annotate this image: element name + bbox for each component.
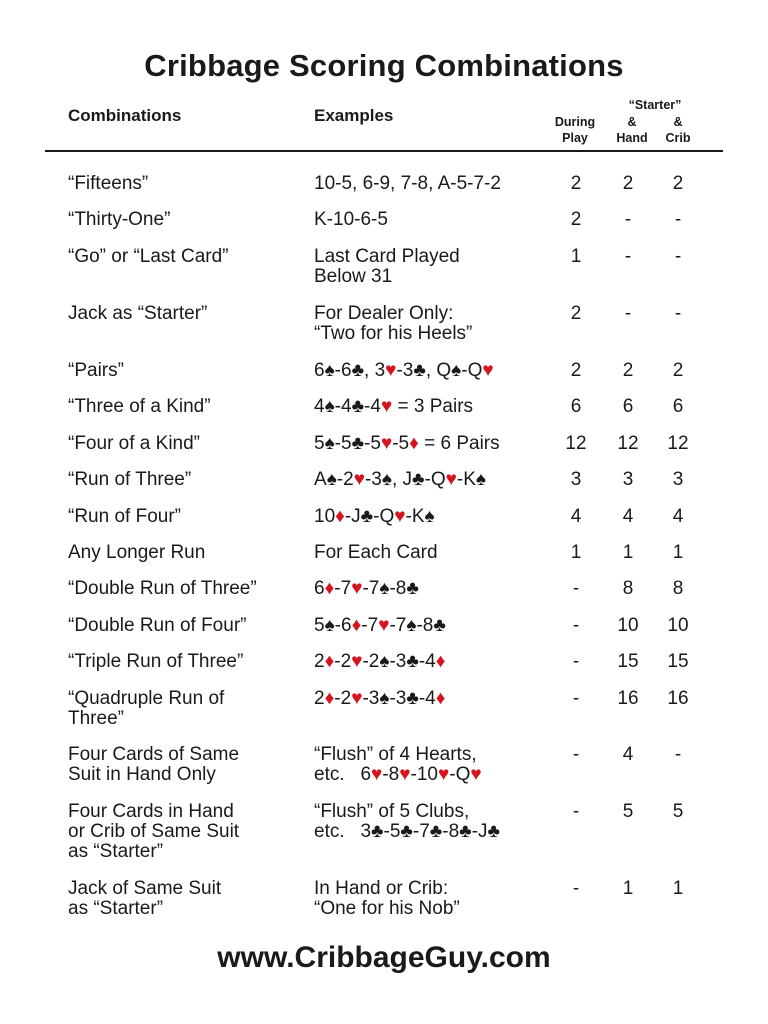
points-during-play: 2 [570, 360, 582, 381]
example-text: “One for his Nob” [314, 898, 460, 919]
suit-icon: ♥ [394, 506, 406, 527]
example-line [314, 652, 550, 672]
example-text: 10-5, 6-9, 7-8, A-5-7-2 [314, 173, 501, 194]
combination-line: “Double Run of Four” [68, 615, 247, 636]
example-text: -7 [334, 578, 352, 599]
header-starter-crib [654, 114, 702, 146]
combination-name [68, 507, 308, 527]
suit-icon: ♦ [335, 506, 345, 527]
example-line [314, 822, 550, 842]
combination-line: Suit in Hand Only [68, 764, 216, 785]
points-hand: 5 [622, 801, 634, 822]
points-hand: 4 [622, 506, 634, 527]
points-during-play: 2 [570, 209, 582, 230]
example-text: etc. 3 [314, 821, 372, 842]
example-text: -4 [418, 688, 436, 709]
header-during: During [554, 115, 596, 129]
example-line [314, 802, 550, 822]
combination-name [68, 361, 308, 381]
example-line [314, 361, 550, 381]
suit-icon: ♥ [380, 396, 393, 417]
points-crib: 2 [672, 173, 684, 194]
suit-icon: ♦ [324, 651, 335, 672]
example [314, 247, 550, 287]
example-text: = 6 Pairs [418, 433, 500, 454]
example-line [314, 579, 550, 599]
combination-line: or Crib of Same Suit [68, 821, 240, 842]
points-crib: 2 [672, 360, 684, 381]
page-title: Cribbage Scoring Combinations [144, 48, 624, 83]
example-line [314, 745, 550, 765]
suit-icon: ♥ [437, 764, 450, 785]
example-text: -7 [362, 578, 380, 599]
example-line [314, 543, 550, 563]
points-during-play: 3 [570, 469, 582, 490]
suit-icon: ♠ [475, 469, 486, 490]
suit-icon: ♦ [409, 433, 419, 454]
combination-name [68, 304, 308, 324]
suit-icon: ♣ [413, 360, 426, 381]
example [314, 543, 550, 563]
points-during-play: - [572, 615, 580, 636]
combination-name [68, 397, 308, 417]
example-text: 6 [314, 360, 325, 381]
example-text: -3 [364, 469, 382, 490]
combination-name [68, 174, 308, 194]
suit-icon: ♣ [351, 360, 365, 381]
points-during-play: 1 [570, 542, 582, 563]
points-hand: 10 [617, 615, 639, 636]
example-text: -3 [362, 688, 380, 709]
points-during-play: 12 [565, 433, 587, 454]
combination-line: Three” [68, 708, 124, 729]
points-during-play: - [572, 878, 580, 899]
suit-icon: ♠ [324, 433, 335, 454]
example-text: -4 [364, 396, 381, 417]
example-line [314, 470, 550, 490]
combination-name [68, 802, 308, 862]
example [314, 652, 550, 672]
points-crib: 5 [672, 801, 684, 822]
example [314, 689, 550, 709]
example-text: 10 [314, 506, 336, 527]
example-text: Below 31 [314, 266, 393, 287]
example-text: -10 [410, 764, 438, 785]
example-text: For Each Card [314, 542, 438, 563]
example-text: -5 [392, 433, 410, 454]
example-text: “Two for his Heels” [314, 323, 473, 344]
suit-icon: ♥ [351, 651, 363, 672]
combination-line: as “Starter” [68, 898, 164, 919]
example-line [314, 304, 550, 324]
suit-icon: ♣ [487, 821, 500, 842]
example-line [314, 247, 550, 267]
header-combinations: Combinations [68, 106, 182, 125]
points-crib: 12 [667, 433, 689, 454]
header-amp-crib: & [673, 115, 683, 129]
suit-icon: ♣ [400, 821, 413, 842]
points-crib: 4 [672, 506, 684, 527]
example-text: 2 [314, 651, 325, 672]
example-text: For Dealer Only: [314, 303, 454, 324]
points-during-play: 2 [570, 303, 582, 324]
example-text: -8 [389, 578, 407, 599]
example-text: -K [456, 469, 476, 490]
points-during-play: - [572, 801, 580, 822]
combination-line: “Thirty-One” [68, 209, 171, 230]
combination-line: as “Starter” [68, 841, 164, 862]
points-crib: - [674, 744, 682, 765]
points-crib: 15 [667, 651, 689, 672]
example-text: -5 [334, 433, 352, 454]
points-hand: - [624, 303, 632, 324]
example-line [314, 174, 550, 194]
suit-icon: ♣ [429, 821, 443, 842]
suit-icon: ♣ [406, 578, 419, 599]
example [314, 879, 550, 919]
example-line [314, 267, 550, 287]
suit-icon: ♠ [379, 651, 390, 672]
example [314, 304, 550, 344]
example-text: 4 [314, 396, 325, 417]
example-text: -2 [334, 688, 352, 709]
example-text: -Q [373, 506, 395, 527]
combination-line: “Double Run of Three” [68, 578, 257, 599]
example-line [314, 324, 550, 344]
example-text: -2 [336, 469, 354, 490]
example-line [314, 899, 550, 919]
combination-name [68, 579, 308, 599]
suit-icon: ♥ [385, 360, 397, 381]
points-during-play: 6 [570, 396, 582, 417]
points-hand: - [624, 246, 632, 267]
points-hand: 15 [617, 651, 639, 672]
header-hand: Hand [616, 131, 648, 145]
example-text: -J [344, 506, 361, 527]
combination-line: “Triple Run of Three” [68, 651, 244, 672]
points-crib: 6 [672, 396, 684, 417]
suit-icon: ♠ [326, 469, 337, 490]
points-hand: 12 [617, 433, 639, 454]
suit-icon: ♣ [406, 688, 419, 709]
suit-icon: ♣ [351, 396, 365, 417]
header-divider [45, 150, 723, 152]
suit-icon: ♣ [433, 615, 446, 636]
suit-icon: ♣ [351, 433, 365, 454]
header-starter-hand [605, 114, 659, 146]
points-hand: 2 [622, 360, 634, 381]
example-text: -5 [364, 433, 381, 454]
combination-name [68, 210, 308, 230]
combination-name [68, 470, 308, 490]
suit-icon: ♥ [371, 764, 383, 785]
example-text: , J [391, 469, 413, 490]
suit-icon: ♥ [482, 360, 494, 381]
points-crib: - [674, 209, 682, 230]
combination-name [68, 616, 308, 636]
suit-icon: ♥ [399, 764, 411, 785]
example [314, 802, 550, 842]
combination-line: “Four of a Kind” [68, 433, 200, 454]
suit-icon: ♦ [351, 615, 362, 636]
suit-icon: ♥ [445, 469, 457, 490]
points-hand: 16 [617, 688, 639, 709]
combination-line: “Fifteens” [68, 173, 149, 194]
example-line [314, 507, 550, 527]
points-hand: 4 [622, 744, 634, 765]
header-play: Play [562, 131, 588, 145]
combination-name [68, 434, 308, 454]
example-text: -3 [396, 360, 414, 381]
example-text: K-10-6-5 [314, 209, 388, 230]
suit-icon: ♥ [351, 578, 363, 599]
example-text: , 3 [364, 360, 386, 381]
combination-line: Any Longer Run [68, 542, 206, 563]
points-crib: 1 [672, 542, 684, 563]
combination-name [68, 652, 308, 672]
example-line [314, 765, 550, 785]
combination-line: “Go” or “Last Card” [68, 246, 229, 267]
points-during-play: 1 [570, 246, 582, 267]
points-hand: - [624, 209, 632, 230]
suit-icon: ♣ [459, 821, 472, 842]
example-text: -4 [418, 651, 436, 672]
points-hand: 3 [622, 469, 634, 490]
example-text: 6 [314, 578, 325, 599]
header-examples: Examples [314, 106, 394, 125]
points-hand: 6 [622, 396, 634, 417]
suit-icon: ♠ [379, 578, 390, 599]
example-text: -Q [424, 469, 446, 490]
example [314, 397, 550, 417]
example [314, 210, 550, 230]
example-line [314, 210, 550, 230]
suit-icon: ♦ [435, 688, 446, 709]
example-text: -5 [383, 821, 401, 842]
points-during-play: 2 [570, 173, 582, 194]
suit-icon: ♥ [380, 433, 393, 454]
example-text: -8 [416, 615, 434, 636]
combination-line: Four Cards in Hand [68, 801, 234, 822]
example-text: -2 [334, 651, 352, 672]
example [314, 361, 550, 381]
header-crib: Crib [665, 131, 691, 145]
suit-icon: ♠ [381, 469, 392, 490]
example [314, 507, 550, 527]
example-text: In Hand or Crib: [314, 878, 449, 899]
example-text: -3 [389, 688, 407, 709]
combination-line: “Run of Three” [68, 469, 192, 490]
points-during-play: - [572, 651, 580, 672]
points-crib: 1 [672, 878, 684, 899]
suit-icon: ♥ [353, 469, 365, 490]
example-text: “Flush” of 5 Clubs, [314, 801, 470, 822]
example-text: -7 [412, 821, 430, 842]
example-text: 2 [314, 688, 325, 709]
example-text: 5 [314, 615, 325, 636]
suit-icon: ♦ [324, 578, 335, 599]
suit-icon: ♠ [406, 615, 417, 636]
combination-name [68, 689, 308, 729]
example-text: -K [405, 506, 425, 527]
example-line [314, 616, 550, 636]
suit-icon: ♠ [324, 615, 335, 636]
example-text: -4 [334, 396, 352, 417]
header-starter: “Starter” [628, 98, 682, 112]
points-crib: 10 [667, 615, 689, 636]
points-crib: - [674, 303, 682, 324]
suit-icon: ♥ [470, 764, 482, 785]
example-text: -7 [389, 615, 407, 636]
suit-icon: ♠ [451, 360, 462, 381]
example-text: etc. 6 [314, 764, 372, 785]
combination-name [68, 879, 308, 919]
suit-icon: ♣ [412, 469, 425, 490]
combination-line: Four Cards of Same [68, 744, 240, 765]
header-amp-hand: & [627, 115, 637, 129]
example-text: , Q [425, 360, 452, 381]
example-text: Last Card Played [314, 246, 460, 267]
combination-line: “Three of a Kind” [68, 396, 211, 417]
example-text: -8 [442, 821, 460, 842]
points-during-play: 4 [570, 506, 582, 527]
combination-name [68, 543, 308, 563]
combination-line: “Pairs” [68, 360, 124, 381]
points-during-play: - [572, 578, 580, 599]
example-text: -8 [382, 764, 400, 785]
example [314, 174, 550, 194]
example-text: = 3 Pairs [392, 396, 474, 417]
example-text: -7 [361, 615, 379, 636]
example [314, 616, 550, 636]
points-crib: 16 [667, 688, 689, 709]
suit-icon: ♠ [324, 396, 335, 417]
suit-icon: ♣ [360, 506, 374, 527]
example-line [314, 397, 550, 417]
combination-line: Jack of Same Suit [68, 878, 222, 899]
example-text: -6 [334, 360, 352, 381]
example-text: A [314, 469, 327, 490]
example [314, 745, 550, 785]
points-during-play: - [572, 688, 580, 709]
example-text: “Flush” of 4 Hearts, [314, 744, 477, 765]
example-text: -6 [334, 615, 352, 636]
points-crib: - [674, 246, 682, 267]
suit-icon: ♣ [406, 651, 419, 672]
example-text: -3 [389, 651, 407, 672]
example-text: 5 [314, 433, 325, 454]
combination-name [68, 247, 308, 267]
suit-icon: ♦ [324, 688, 335, 709]
example [314, 434, 550, 454]
suit-icon: ♦ [435, 651, 446, 672]
example-line [314, 689, 550, 709]
example-text: -J [471, 821, 488, 842]
example [314, 579, 550, 599]
example-text: -2 [362, 651, 380, 672]
points-crib: 8 [672, 578, 684, 599]
combination-line: “Quadruple Run of [68, 688, 225, 709]
example-line [314, 879, 550, 899]
example-text: -Q [449, 764, 471, 785]
footer-website: www.CribbageGuy.com [217, 941, 551, 974]
suit-icon: ♣ [371, 821, 384, 842]
suit-icon: ♠ [324, 360, 335, 381]
example-text: -Q [461, 360, 483, 381]
suit-icon: ♠ [379, 688, 390, 709]
suit-icon: ♥ [351, 688, 363, 709]
combination-line: “Run of Four” [68, 506, 181, 527]
points-hand: 1 [622, 878, 634, 899]
suit-icon: ♥ [378, 615, 390, 636]
example-line [314, 434, 550, 454]
points-hand: 1 [622, 542, 634, 563]
points-hand: 8 [622, 578, 634, 599]
points-hand: 2 [622, 173, 634, 194]
combination-line: Jack as “Starter” [68, 303, 208, 324]
points-during-play: - [572, 744, 580, 765]
points-crib: 3 [672, 469, 684, 490]
header-during-play [543, 114, 607, 146]
example [314, 470, 550, 490]
combination-name [68, 745, 308, 785]
suit-icon: ♠ [424, 506, 435, 527]
